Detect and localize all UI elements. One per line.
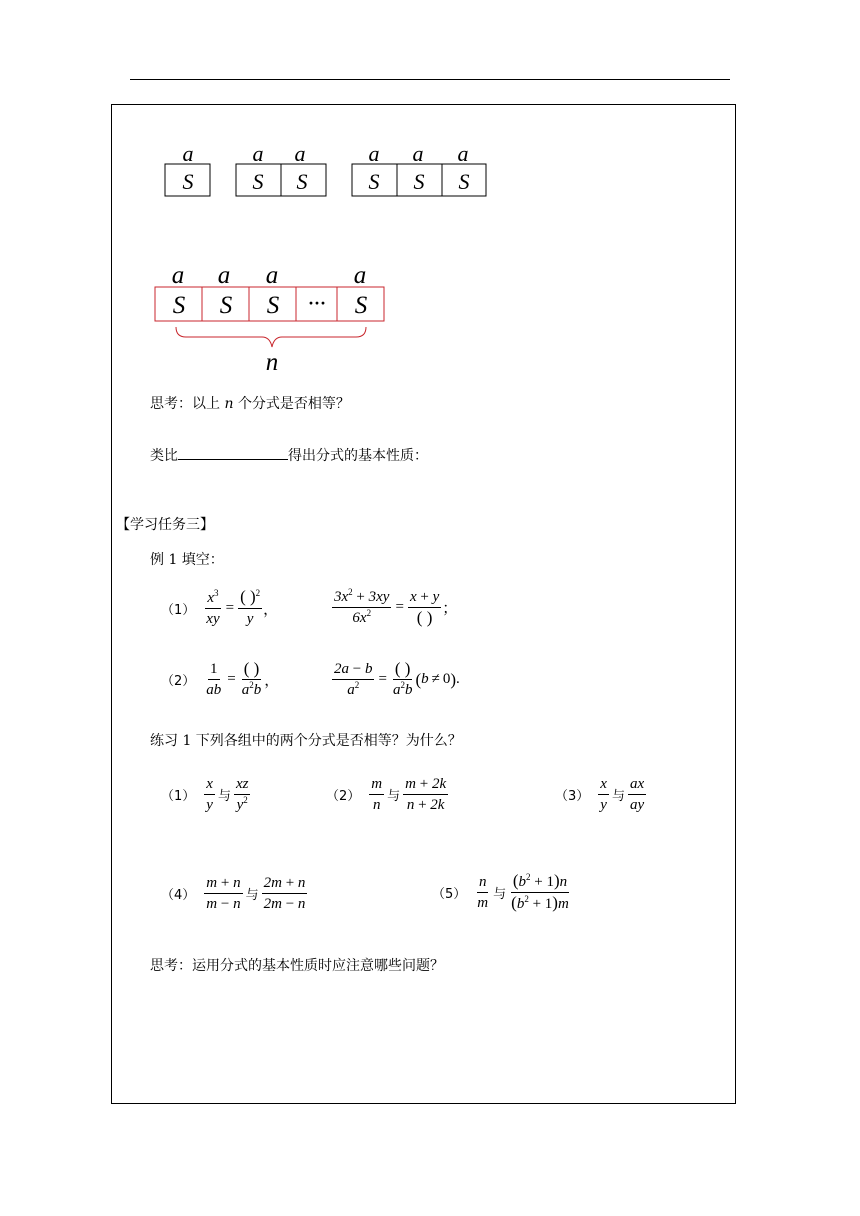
letter-s: S: [252, 169, 264, 194]
exercise-item-2: （2） $\frac{m}{n}$ 与 $\frac{m + 2k}{n + 2k}$: [326, 776, 447, 813]
letter-s: S: [458, 169, 470, 194]
letter-a: a: [353, 262, 367, 289]
letter-s: S: [219, 292, 233, 319]
example-1-item-1b: $\frac{3x^2 + 3xy}{6x^2}$ = $\frac{x + y}{( )}$ ；: [334, 587, 458, 627]
exercise-1-title: 练习 1 下列各组中的两个分式是否相等？为什么？: [150, 733, 462, 749]
think-question-2: 思考：运用分式的基本性质时应注意哪些问题？: [150, 958, 444, 974]
example-1-item-2: （2） $\frac{1}{ab}$ = $\frac{( )}{a^2b}$ ，: [161, 659, 280, 698]
exercise-item-1: （1） $\frac{x}{y}$ 与 $\frac{xz}{y^2}$: [161, 776, 249, 813]
example-1-title: 例 1 填空：: [150, 552, 224, 568]
letter-a: a: [182, 141, 194, 166]
task-heading: 【学习任务三】: [116, 517, 214, 533]
unit-boxes-diagram: [0, 0, 860, 380]
analogy-line: 类比 得出分式的基本性质：: [150, 445, 428, 465]
exercise-item-4: （4） $\frac{m + n}{m - n}$ 与 $\frac{2m + n}{2m - n}$: [161, 875, 306, 912]
letter-a: a: [171, 262, 185, 289]
letter-s: S: [368, 169, 380, 194]
exercise-item-5: （5） $\frac{n}{m}$ 与 $\frac{(b^2 + 1)n}{(b^2 + 1)m}$: [432, 871, 569, 912]
letter-s: S: [266, 292, 280, 319]
letter-a: a: [252, 141, 264, 166]
letter-s: S: [182, 169, 194, 194]
letter-s: S: [413, 169, 425, 194]
ellipsis: ···: [307, 293, 327, 313]
example-1-item-2b: $\frac{2a - b}{a^2}$ = $\frac{( )}{a^2b}$ ( b ≠ 0 ) .: [334, 659, 460, 698]
example-1-item-1: （1） $\frac{x^3}{xy}$ = $\frac{( )^2}{y}$ ，: [161, 587, 279, 627]
letter-s: S: [354, 292, 368, 319]
letter-a: a: [294, 141, 306, 166]
exercise-item-3: （3） $\frac{x}{y}$ 与 $\frac{ax}{ay}$: [555, 776, 645, 813]
letter-a: a: [217, 262, 231, 289]
letter-a: a: [412, 141, 424, 166]
letter-a: a: [457, 141, 469, 166]
letter-a: a: [368, 141, 380, 166]
brace-label-n: n: [265, 349, 279, 376]
letter-s: S: [172, 292, 186, 319]
letter-a: a: [265, 262, 279, 289]
think-question-1: 思考：以上 n 个分式是否相等？: [150, 396, 350, 412]
fill-blank[interactable]: [178, 445, 288, 460]
letter-s: S: [296, 169, 308, 194]
